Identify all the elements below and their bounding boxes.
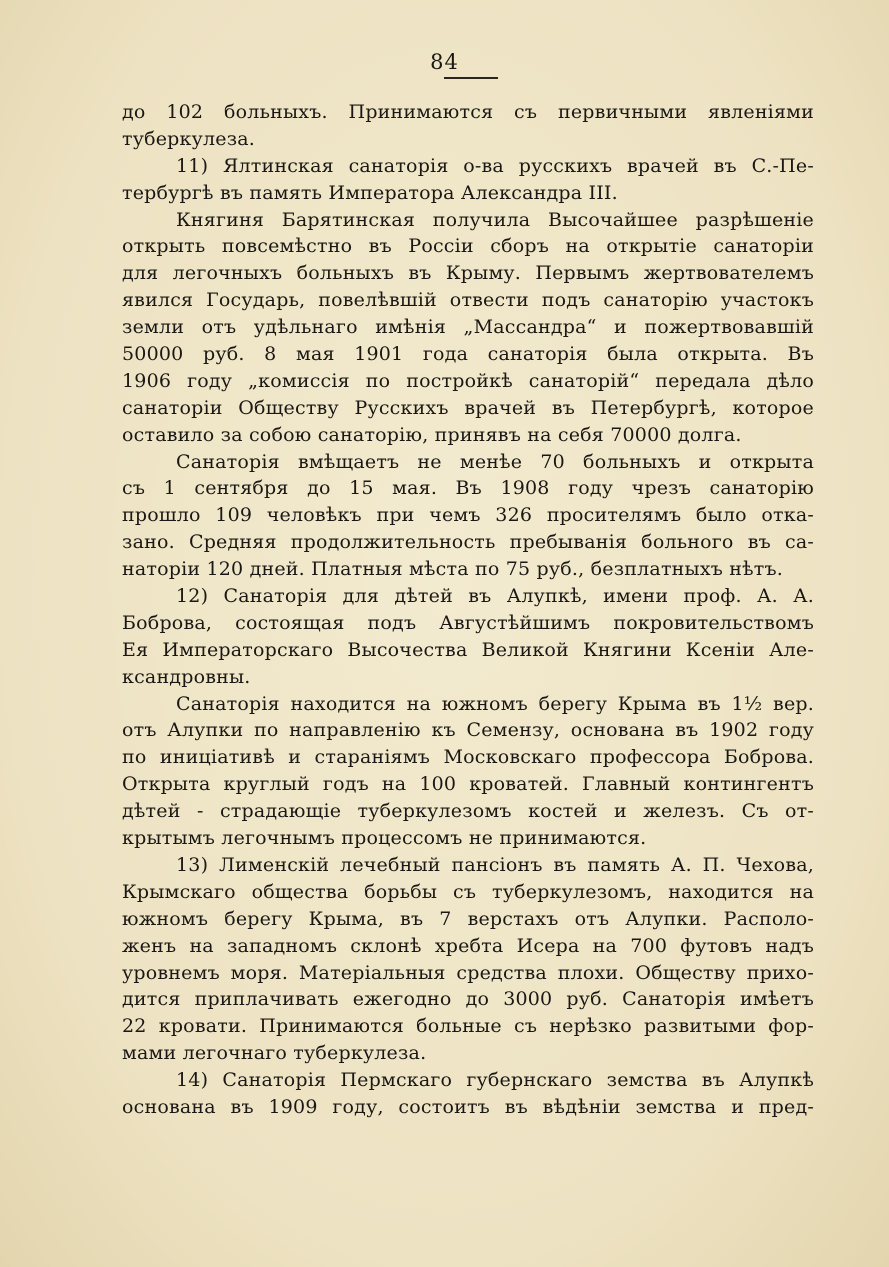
text-line: земли отъ удѣльнаго имѣнія „Массандра“ и пожертвовавшій (122, 316, 814, 339)
text-line: зано. Средняя продолжительность пребыванія больного въ са- (122, 531, 814, 554)
text-line: уровнемъ моря. Матеріальныя средства плохи. Обществу прихо- (122, 961, 814, 984)
text-body (122, 99, 814, 1121)
text-line: съ 1 сентября до 15 мая. Въ 1908 году чрезъ санаторію (122, 477, 814, 500)
text-line: дится приплачивать ежегодно до 3000 руб. Санаторія имѣетъ (122, 988, 814, 1011)
text-line: 22 кровати. Принимаются больные съ нерѣзко развитыми фор- (122, 1015, 814, 1038)
text-line: Санаторія вмѣщаетъ не менѣе 70 больныхъ и открыта (176, 450, 814, 473)
text-line: Ея Императорскаго Высочества Великой Княгини Ксеніи Але- (122, 638, 814, 661)
text-line: 50000 руб. 8 мая 1901 года санаторія была открыта. Въ (122, 343, 814, 366)
text-line: Боброва, состоящая подъ Августѣйшимъ покровительствомъ (122, 611, 814, 634)
text-line: 12) Санаторія для дѣтей въ Алупкѣ, имени проф. А. А. (176, 585, 814, 608)
text-line: основана въ 1909 году, состоитъ въ вѣдѣніи земства и пред- (122, 1095, 814, 1118)
text-line: по иниціативѣ и стараніямъ Московскаго профессора Боброва. (122, 746, 814, 769)
page-number-rule (444, 77, 498, 79)
text-line: Санаторія находится на южномъ берегу Крыма въ 1½ вер. (176, 692, 814, 715)
text-line: женъ на западномъ склонѣ хребта Исера на 700 футовъ надъ (122, 934, 814, 957)
text-line: Открыта круглый годъ на 100 кроватей. Главный контингентъ (122, 773, 814, 796)
text-line: дѣтей - страдающіе туберкулезомъ костей и железъ. Съ от- (122, 800, 814, 823)
text-line: тербургѣ въ память Императора Александра III. (122, 181, 618, 204)
text-line: южномъ берегу Крыма, въ 7 верстахъ отъ Алупки. Располо- (122, 907, 814, 930)
text-line: наторіи 120 дней. Платныя мѣста по 75 руб., безплатныхъ нѣтъ. (122, 558, 784, 581)
text-line: ксандровны. (122, 665, 251, 688)
text-line: оставило за собою санаторію, принявъ на себя 70000 долга. (122, 423, 742, 446)
text-line: прошло 109 человѣкъ при чемъ 326 просителямъ было отка- (122, 504, 814, 527)
page-number: 84 (430, 50, 459, 74)
text-line: 14) Санаторія Пермскаго губернскаго земства въ Алупкѣ (176, 1069, 814, 1092)
text-line: 1906 году „комиссія по постройкѣ санаторій“ передала дѣло (122, 369, 814, 392)
text-line: до 102 больныхъ. Принимаются съ первичными явленіями (122, 101, 814, 123)
text-line: 13) Лименскій лечебный пансіонъ въ память А. П. Чехова, (176, 853, 814, 876)
text-line: мами легочнаго туберкулеза. (122, 1042, 427, 1065)
text-line: отъ Алупки по направленію къ Семензу, основана въ 1902 году (122, 719, 814, 742)
text-line: Крымскаго общества борьбы съ туберкулезомъ, находится на (122, 880, 814, 903)
text-line: Княгиня Барятинская получила Высочайшее разрѣшеніе (176, 208, 814, 231)
text-line: санаторіи Обществу Русскихъ врачей въ Петербургѣ, которое (122, 396, 814, 419)
text-line: открыть повсемѣстно въ Россіи сборъ на открытіе санаторіи (122, 235, 814, 258)
text-line: 11) Ялтинская санаторія о-ва русскихъ врачей въ С.-Пе- (176, 154, 814, 177)
text-line: для легочныхъ больныхъ въ Крыму. Первымъ жертвователемъ (122, 262, 814, 285)
text-line: явился Государь, повелѣвшій отвести подъ санаторію участокъ (122, 289, 814, 312)
text-line: туберкулеза. (122, 127, 256, 150)
text-line: крытымъ легочнымъ процессомъ не принимаются. (122, 827, 647, 850)
